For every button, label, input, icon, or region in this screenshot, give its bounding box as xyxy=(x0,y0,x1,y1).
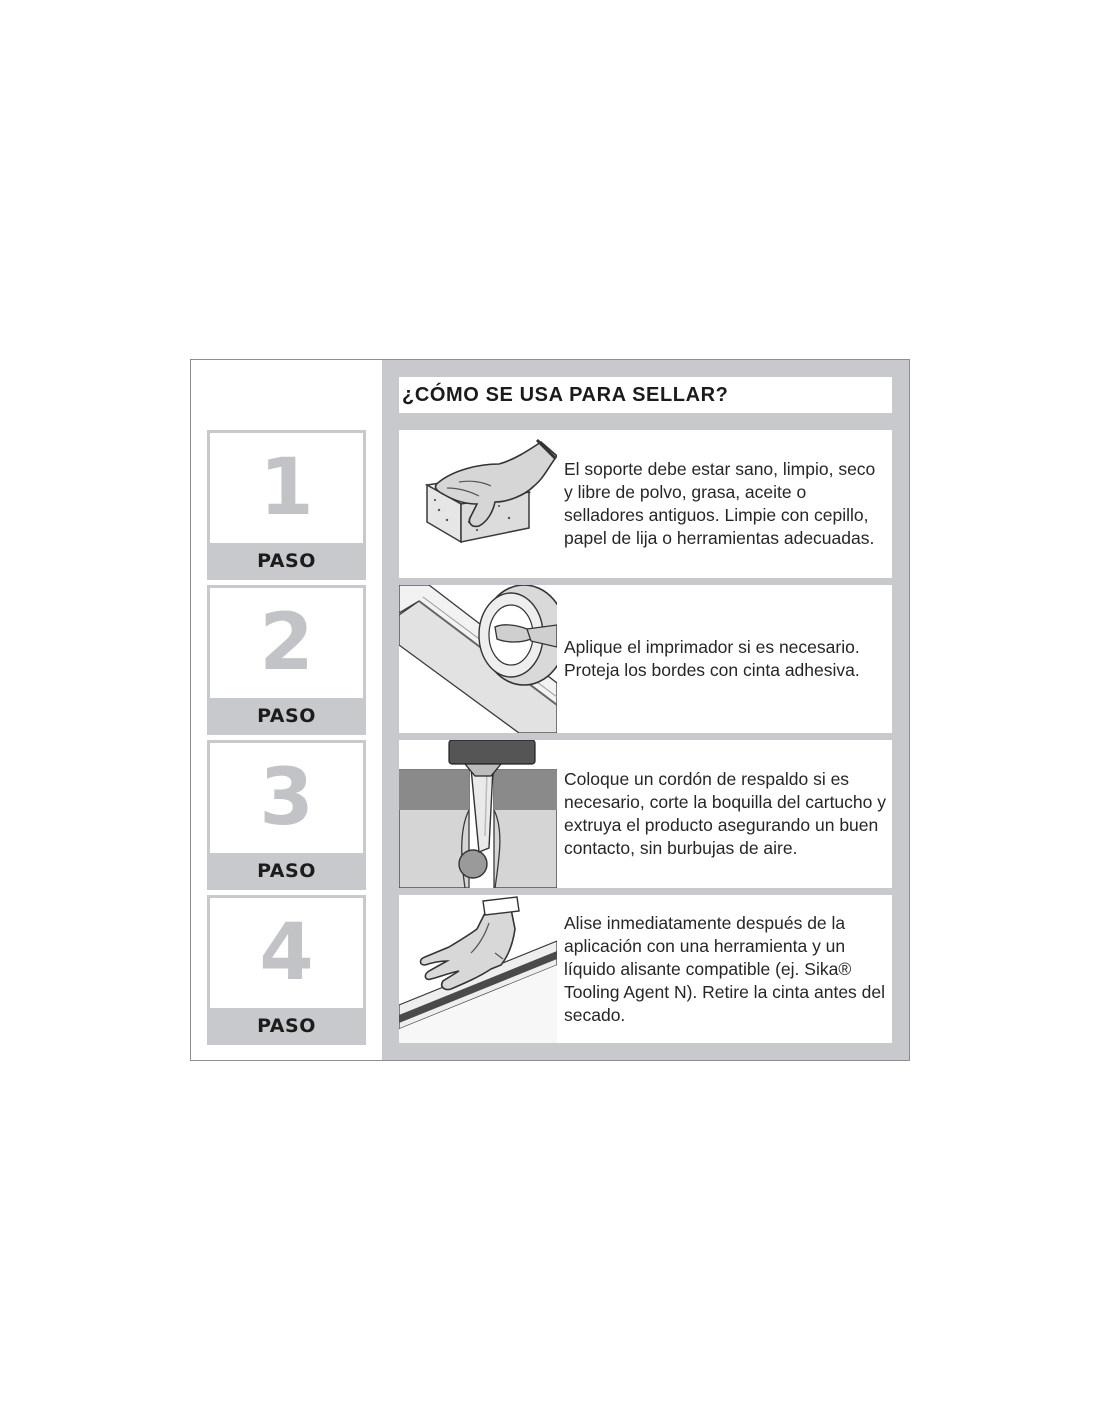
step-badge-4 xyxy=(207,895,366,1045)
step-label: PASO xyxy=(257,705,316,727)
step-label: PASO xyxy=(257,1015,316,1037)
instructions-panel xyxy=(382,360,909,1060)
hand-brushing-brick-icon xyxy=(399,430,557,578)
step-badge-2 xyxy=(207,585,366,735)
step-label: PASO xyxy=(257,860,316,882)
step-description: Coloque un cordón de respaldo si es necesario, corte la boquilla del cartucho y extruya el producto asegurando un buen contacto, sin burbujas de aire. xyxy=(564,769,886,858)
tape-roll-on-joint-icon xyxy=(399,585,557,733)
step-number-column xyxy=(191,360,382,1060)
step-number: 1 xyxy=(259,443,314,533)
step-number: 2 xyxy=(259,598,314,688)
hand-smoothing-sealant-icon xyxy=(399,895,557,1043)
step-card-1 xyxy=(399,430,892,578)
step-card-4 xyxy=(399,895,892,1043)
step-description: Alise inmediatamente después de la aplicación con una herramienta y un líquido alisante compatible (ej. Sika® Tooling Agent N). Retire la cinta antes del secado. xyxy=(564,912,886,1025)
step-label: PASO xyxy=(257,550,316,572)
cartridge-nozzle-joint-icon xyxy=(399,740,557,888)
step-card-2 xyxy=(399,585,892,733)
step-number: 3 xyxy=(259,753,314,843)
instruction-sheet xyxy=(190,359,910,1061)
step-card-3 xyxy=(399,740,892,888)
step-badge-1 xyxy=(207,430,366,580)
step-description: Aplique el imprimador si es necesario. Proteja los bordes con cinta adhesiva. xyxy=(564,637,860,680)
step-badge-3 xyxy=(207,740,366,890)
section-title: ¿CÓMO SE USA PARA SELLAR? xyxy=(399,377,892,413)
step-number: 4 xyxy=(259,908,314,998)
step-description: El soporte debe estar sano, limpio, seco y libre de polvo, grasa, aceite o selladores antiguos. Limpie con cepillo, papel de lija o herramientas adecuadas. xyxy=(564,459,876,548)
